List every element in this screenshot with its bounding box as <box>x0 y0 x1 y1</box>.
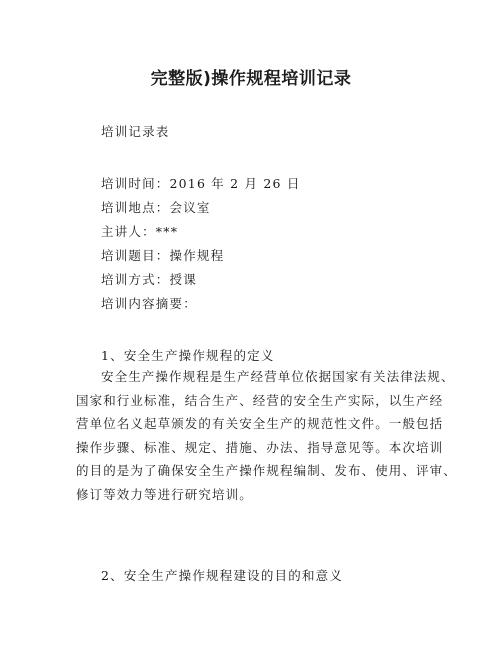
section-paragraph-1 <box>76 365 457 506</box>
section-heading-1: 1、安全生产操作规程的定义 <box>101 348 275 363</box>
field-training-method: 培训方式：授课 <box>101 272 197 287</box>
field-training-location: 培训地点：会议室 <box>101 200 211 215</box>
paragraph-line: 修订等效力等进行研究培训。 <box>76 486 253 502</box>
document-title: 完整版)操作规程培训记录 <box>150 69 352 89</box>
paragraph-line: 安全生产操作规程是生产经营单位依据国家有关法律法规、 <box>101 369 455 384</box>
paragraph-line: 操作步骤、标准、规定、措施、办法、指导意见等。本次培训 <box>76 439 444 455</box>
field-content-summary: 培训内容摘要： <box>101 296 197 311</box>
section-heading-2: 2、安全生产操作规程建设的目的和意义 <box>101 568 344 583</box>
header-label: 培训记录表 <box>101 124 170 139</box>
field-speaker: 主讲人：*** <box>101 224 179 239</box>
field-training-time: 培训时间：2016 年 2 月 26 日 <box>101 176 301 191</box>
paragraph-line: 营单位名义起草颁发的有关安全生产的规范性文件。一般包括 <box>76 416 444 431</box>
field-training-topic: 培训题目：操作规程 <box>101 248 225 263</box>
paragraph-line: 的目的是为了确保安全生产操作规程编制、发布、使用、评审、 <box>76 463 457 478</box>
paragraph-line: 国家和行业标准，结合生产、经营的安全生产实际，以生产经 <box>76 392 444 408</box>
